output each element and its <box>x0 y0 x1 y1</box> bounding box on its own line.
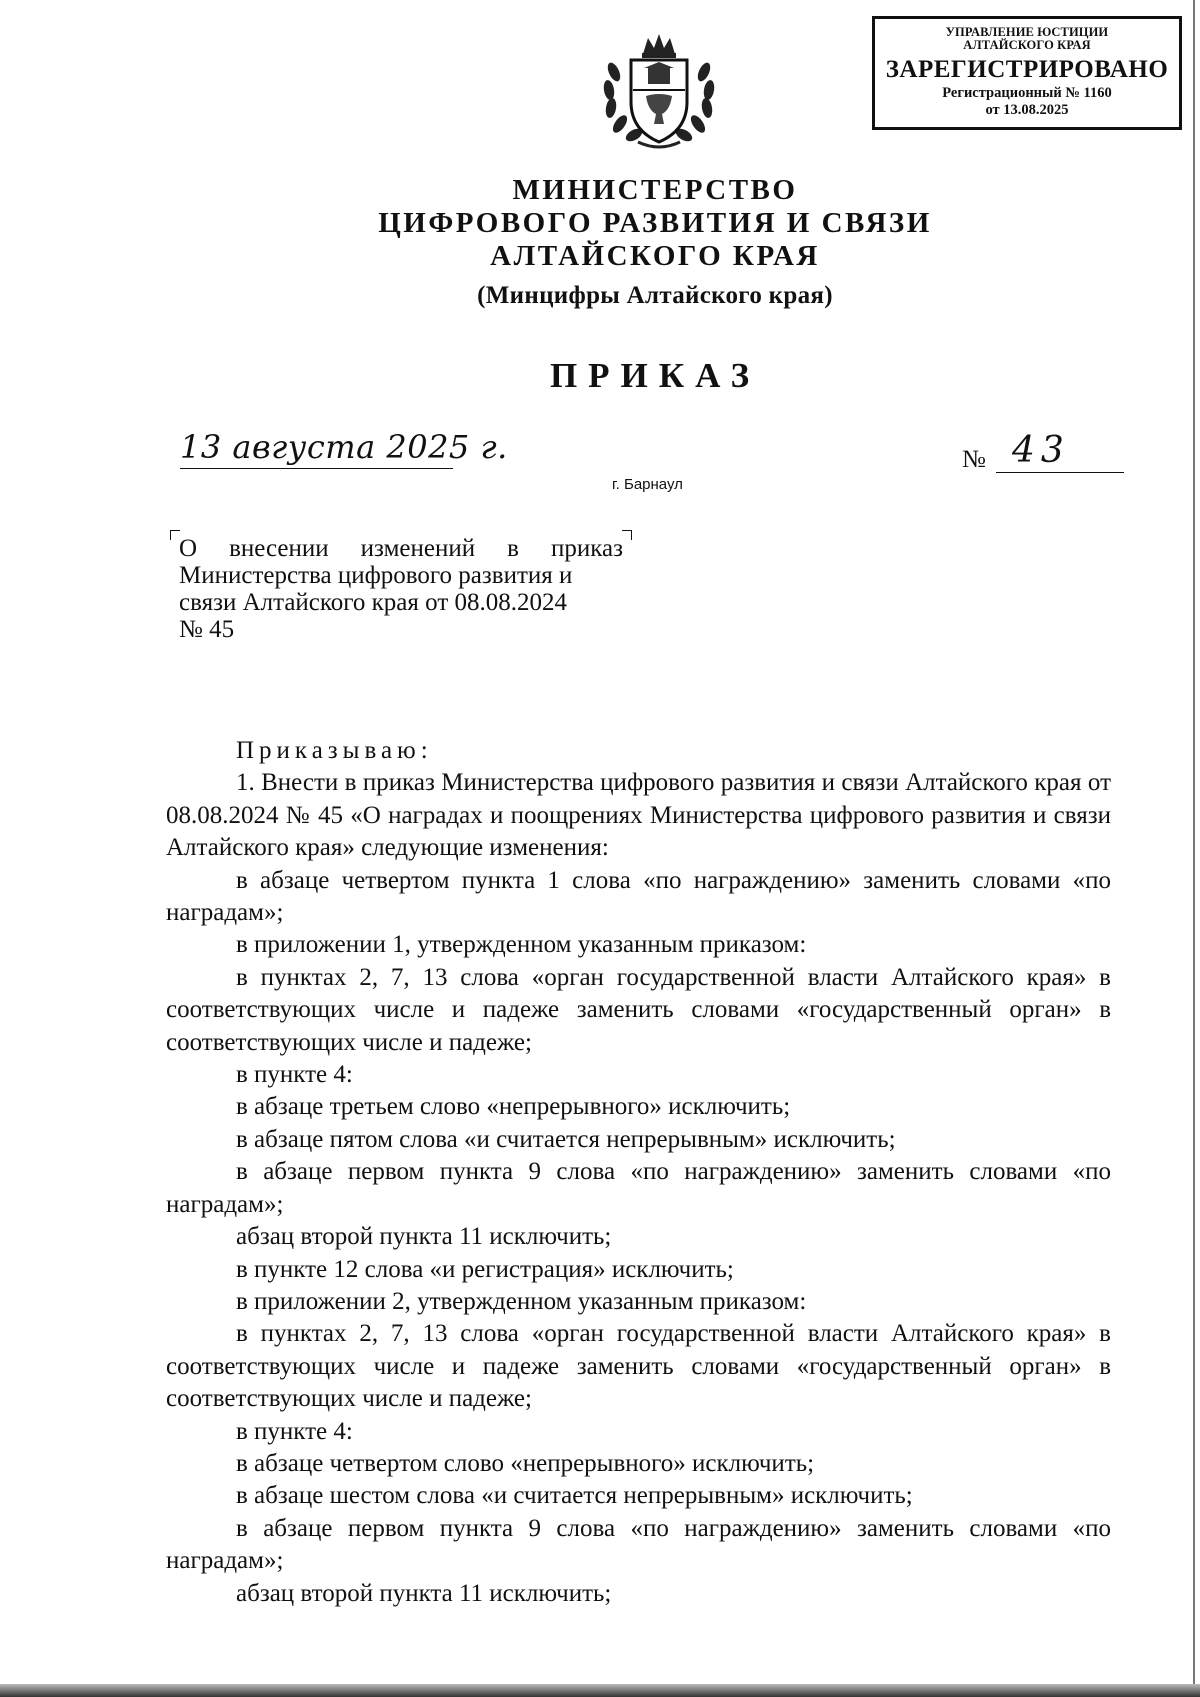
subject-line: № 45 <box>179 616 235 643</box>
subject-line: Министерства цифрового развития и <box>179 562 573 589</box>
handwritten-number: 43 <box>1012 430 1070 471</box>
order-word: Приказываю: <box>236 737 433 764</box>
body-paragraph: в пунктах 2, 7, 13 слова «орган государственной власти Алтайского края» в соответствующих числе и падеже заменить словами «государственный орган» в соответствующих числе и падеже; <box>166 963 1111 1056</box>
subject-line: О внесении изменений в приказ <box>179 535 623 562</box>
scan-right-edge <box>1193 0 1195 1697</box>
ministry-line1: МИНИСТЕРСТВО <box>512 174 798 206</box>
document-body <box>166 735 1111 1610</box>
body-paragraph: 1. Внести в приказ Министерства цифрового развития и связи Алтайского края от 08.08.2024 № 45 «О наградах и поощрениях Министерства цифрового развития и связи Алтайского края» следующие изменения: <box>166 769 1111 862</box>
ministry-line2: ЦИФРОВОГО РАЗВИТИЯ И СВЯЗИ <box>378 207 932 239</box>
document-type-title: ПРИКАЗ <box>549 356 761 395</box>
body-paragraph: в пунктах 2, 7, 13 слова «орган государственной власти Алтайского края» в соответствующих числе и падеже заменить словами «государственный орган» в соответствующих числе и падеже; <box>166 1320 1111 1413</box>
stamp-registered: ЗАРЕГИСТРИРОВАНО <box>885 56 1169 83</box>
number-sign: № <box>962 446 986 473</box>
body-paragraph: в абзаце первом пункта 9 слова «по награждению» заменить словами «по наградам»; <box>166 1514 1111 1575</box>
body-paragraph: в абзаце шестом слова «и считается непрерывным» исключить; <box>236 1482 913 1510</box>
body-paragraph: в приложении 2, утвержденном указанным приказом: <box>236 1287 807 1315</box>
date-underline <box>180 468 453 469</box>
body-paragraph: в пункте 4: <box>236 1417 353 1445</box>
scan-bottom-edge <box>0 1684 1200 1697</box>
body-paragraph: в абзаце третьем слово «непрерывного» исключить; <box>236 1093 791 1121</box>
city-label: г. Барнаул <box>612 476 683 493</box>
ministry-line3: АЛТАЙСКОГО КРАЯ <box>490 240 820 272</box>
body-paragraph: в абзаце пятом слова «и считается непрерывным» исключить; <box>236 1125 896 1153</box>
body-paragraph: в пункте 12 слова «и регистрация» исключить; <box>236 1255 734 1283</box>
handwritten-date: 13 августа 2025 г. <box>180 428 508 466</box>
number-underline <box>996 472 1124 473</box>
body-paragraph: в абзаце четвертом слово «непрерывного» исключить; <box>236 1449 815 1477</box>
stamp-reg-number: Регистрационный № 1160 <box>942 85 1112 101</box>
body-paragraph: в абзаце первом пункта 9 слова «по награждению» заменить словами «по наградам»; <box>166 1158 1111 1218</box>
registration-stamp <box>872 16 1182 130</box>
stamp-reg-date: от 13.08.2025 <box>985 102 1069 118</box>
subject-bracket-right <box>622 530 632 540</box>
stamp-org-line1: УПРАВЛЕНИЕ ЮСТИЦИИ <box>945 25 1109 39</box>
body-paragraph: абзац второй пункта 11 исключить; <box>236 1223 612 1251</box>
body-paragraph: в абзаце четвертом пункта 1 слова «по награждению» заменить словами «по наградам»; <box>166 866 1111 927</box>
subject-line: связи Алтайского края от 08.08.2024 <box>179 589 568 616</box>
ministry-short-name: (Минцифры Алтайского края) <box>477 282 833 309</box>
body-paragraph: в пункте 4: <box>236 1061 353 1089</box>
ministry-name <box>0 174 1200 273</box>
subject-block <box>179 535 623 643</box>
body-paragraph: абзац второй пункта 11 исключить; <box>236 1579 612 1607</box>
stamp-org <box>875 26 1179 52</box>
coat-of-arms-icon <box>598 32 720 152</box>
body-paragraph: в приложении 1, утвержденном указанным приказом: <box>236 931 807 959</box>
stamp-org-line2: АЛТАЙСКОГО КРАЯ <box>963 38 1091 52</box>
